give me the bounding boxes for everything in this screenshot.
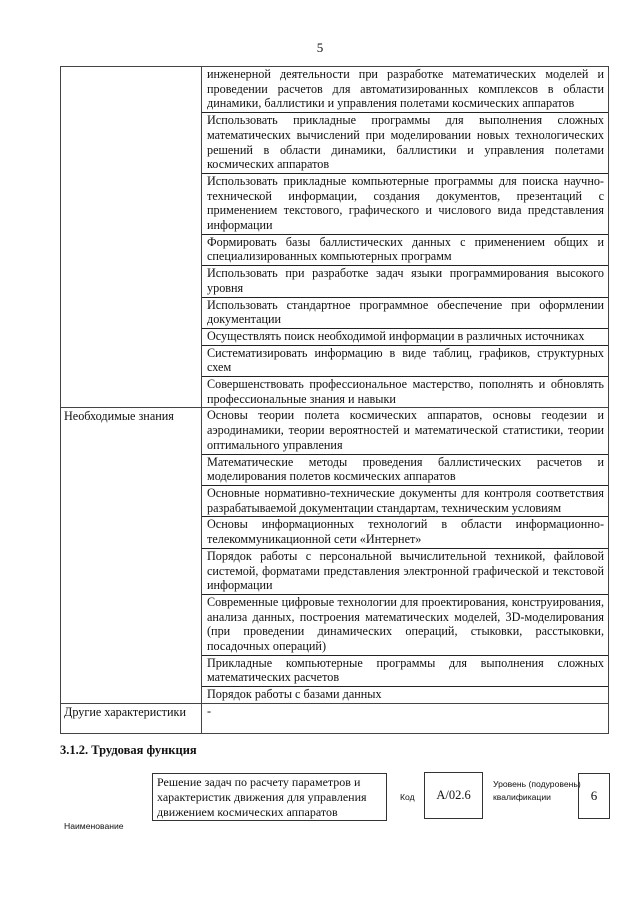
- skills-items-cell: [202, 67, 609, 408]
- skill-item: Использовать стандартное программное обеспечение при оформлении документации: [202, 298, 608, 329]
- knowledge-label: Необходимые знания: [64, 409, 174, 424]
- skill-item: Осуществлять поиск необходимой информации в различных источниках: [202, 329, 608, 346]
- knowledge-item: Порядок работы с персональной вычислительной техникой, файловой системой, форматами представления электронной графической и текстовой информации: [202, 549, 608, 595]
- function-name-box: Решение задач по расчету параметров и характеристик движения для управления движением космических аппаратов: [152, 773, 387, 821]
- knowledge-item: Основные нормативно-технические документы для контроля соответствия разрабатываемой документации стандартам, техническим условиям: [202, 486, 608, 517]
- skill-item: Совершенствовать профессиональное мастерство, пополнять и обновлять профессиональные знания и навыки: [207, 377, 604, 406]
- knowledge-item: Прикладные компьютерные программы для выполнения сложных математических расчетов: [202, 656, 608, 687]
- page-number: 5: [316, 40, 324, 55]
- skill-item: Формировать базы баллистических данных с применением общих и специализированных компьютерных программ: [202, 235, 608, 266]
- skill-item: Использовать прикладные программы для выполнения сложных математических вычислений при моделировании новых технологических решений в области динамики, баллистики и управления полетами космических аппаратов: [202, 113, 608, 174]
- knowledge-item: Математические методы проведения баллистических расчетов и моделирования полетов космических аппаратов: [202, 455, 608, 486]
- other-value-cell: [202, 703, 609, 733]
- other-row: [61, 703, 609, 733]
- qualification-level-label: Уровень (подуровень) квалификации: [493, 779, 581, 802]
- skill-item: Использовать при разработке задач языки программирования высокого уровня: [202, 266, 608, 297]
- other-value: -: [207, 703, 212, 718]
- function-name-label: Наименование: [64, 821, 124, 831]
- competency-table: [60, 66, 609, 734]
- knowledge-items-cell: [202, 408, 609, 703]
- knowledge-item: Основы теории полета космических аппаратов, основы геодезии и аэродинамики, теории вероятностей и математической статистики, теории оптимального управления: [202, 408, 608, 454]
- code-box: A/02.6: [424, 772, 483, 819]
- knowledge-item: Современные цифровые технологии для проектирования, конструирования, анализа данных, построения математических моделей, 3D-моделирования (при проведении динамических операций, стыковки, расстыковки, посадочных операций): [202, 595, 608, 656]
- skill-item: Использовать прикладные компьютерные программы для поиска научно-технической информации, создания документов, презентаций с применением текстового, графического и числового вида представления информации: [202, 174, 608, 235]
- qualification-level-box: 6: [578, 773, 610, 819]
- other-label: Другие характеристики: [64, 704, 186, 719]
- knowledge-label-cell: [61, 408, 202, 703]
- other-label-cell: [61, 703, 202, 733]
- code-label: Код: [400, 792, 415, 802]
- skill-item: Систематизировать информацию в виде таблиц, графиков, структурных схем: [202, 346, 608, 377]
- knowledge-row: [61, 408, 609, 703]
- section-heading: 3.1.2. Трудовая функция: [60, 743, 197, 757]
- knowledge-item: Основы информационных технологий в области информационно-телекоммуникационной сети «Интернет»: [202, 517, 608, 548]
- skill-item: инженерной деятельности при разработке математических моделей и проведении расчетов для автоматизированных комплексов в области динамики, баллистики и управления полетами космических аппаратов: [202, 67, 608, 113]
- knowledge-item: Порядок работы с базами данных: [207, 687, 382, 702]
- skills-label-cell: [61, 67, 202, 408]
- skills-row: [61, 67, 609, 408]
